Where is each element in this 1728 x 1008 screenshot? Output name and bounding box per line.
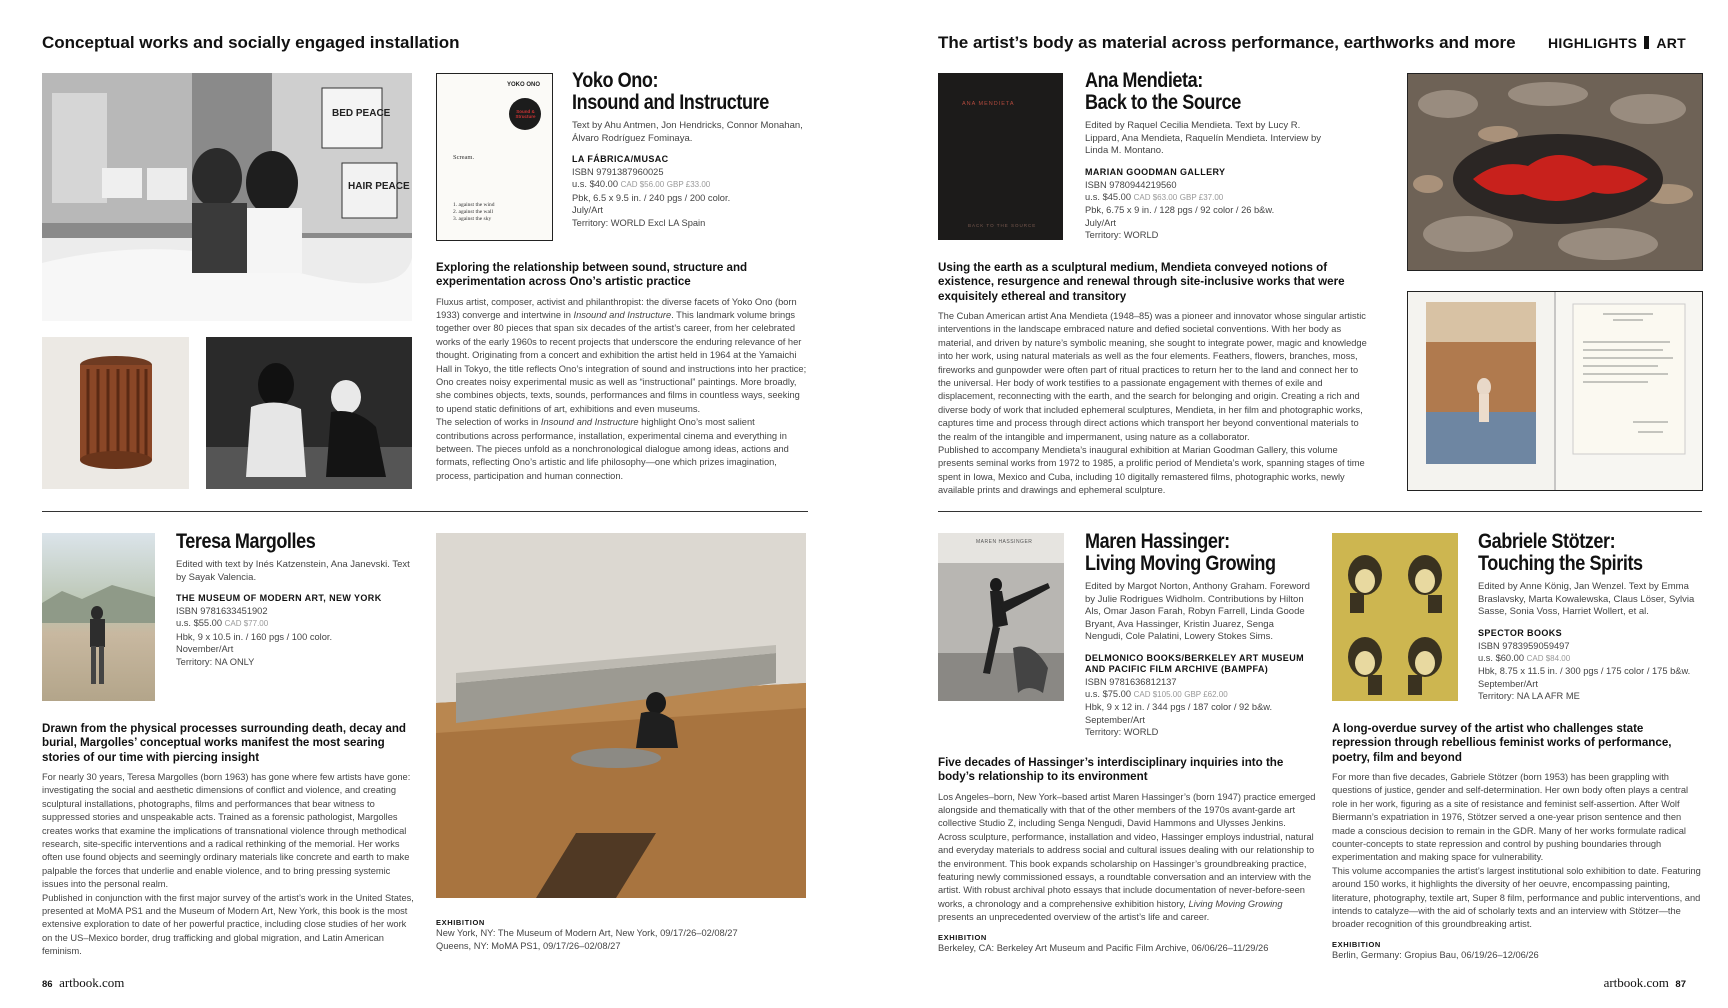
- book-lead: A long-overdue survey of the artist who challenges state repression through rebellious feminist works of performance, poetry, film and beyond: [1332, 722, 1672, 764]
- page-number: 86: [42, 979, 53, 990]
- photo-object: [42, 337, 189, 489]
- book-publisher: DELMONICO BOOKS/BERKELEY ART MUSEUM AND PACIFIC FILM ARCHIVE (BAMPFA): [1085, 652, 1305, 674]
- book-body: The Cuban American artist Ana Mendieta (1948–85) was a pioneer and innovator whose singular artistic interventions in the landscape embraced nature and defied societal conventions. With her body as material, and driven by nature’s symbolic meaning, she sought to integrate power, magic and knowledge into her work, using natural materials as well as the four elements. Feathers, flowers, branches, moss, fireworks and gunpowder were often part of ritual practices to return her to the land and connect her to the universal. Her body of work testifies to a passionate engagement with themes of exile and displacement, reconnecting with the earth, and the search for belonging and origin. Creating a rich and diverse body of work that included ephemeral sculptures, Mendieta, in her film and photographic works, captures time and process through direct actions which transport her beyond conventional materials to the realm of the intangible and impermanent, using nature as a collaborator. Published to accompany Mendieta’s inaugural exhibition at Marian Goodman Gallery, this volume presents seminal works from 1972 to 1985, a prolific period of Mendieta’s work, spanning stages of time spent in Iowa, Mexico and Cuba, including 10 digitally remastered films, photographic works, newly available prints and drawings and ephemeral sculpture.: [938, 310, 1367, 496]
- book-meta: ISBN 9783959059497 u.s. $60.00 CAD $84.00 Hbk, 8.75 x 11.5 in. / 300 pgs / 175 color / 175 b&w. September/Art Territory: NA LA AFR ME: [1478, 640, 1691, 702]
- exhibition-venue: Queens, NY: MoMA PS1, 09/17/26–02/08/27: [436, 941, 621, 951]
- photo-mendieta-spread: [1407, 291, 1703, 491]
- book-cover-hassinger: [938, 533, 1064, 701]
- site-link[interactable]: artbook.com: [59, 975, 125, 990]
- exhibition-venue: Berlin, Germany: Gropius Bau, 06/19/26–12/06/26: [1332, 949, 1539, 960]
- right-footer: [1604, 975, 1686, 991]
- book-cover-stotzer: [1332, 533, 1458, 701]
- cover-title: MAREN HASSINGER: [976, 539, 1033, 545]
- book-credits: Edited with text by Inés Katzenstein, Ana Janevski. Text by Sayak Valencia.: [176, 559, 410, 583]
- book-publisher: SPECTOR BOOKS: [1478, 627, 1563, 638]
- book-credits: Text by Ahu Antmen, Jon Hendricks, Connor Monahan, Álvaro Rodríguez Fominaya.: [572, 120, 803, 144]
- cover-subtitle: BACK TO THE SOURCE: [968, 223, 1037, 228]
- book-credits: Edited by Raquel Cecilia Mendieta. Text by Lucy R. Lippard, Ana Mendieta, Raquelín Mendieta. Interview by Linda M. Montano.: [1085, 120, 1322, 156]
- book-meta: ISBN 9781636812137 u.s. $75.00 CAD $105.00 GBP £62.00 Hbk, 9 x 12 in. / 344 pgs / 187 color / 92 b&w. September/Art Territory: WORLD: [1085, 676, 1273, 738]
- exhibition-label: EXHIBITION: [938, 932, 987, 942]
- book-publisher: THE MUSEUM OF MODERN ART, NEW YORK: [176, 593, 382, 603]
- book-meta: ISBN 9781633451902 u.s. $55.00 CAD $77.00 Hbk, 9 x 10.5 in. / 160 pgs / 100 color. November/Art Territory: NA ONLY: [176, 606, 333, 667]
- cover-brand: YOKO ONO: [507, 82, 541, 88]
- book-credits: Edited by Anne König, Jan Wenzel. Text by Emma Braslavsky, Marta Kowalewska, Claus Löser, Sylvia Sasse, Sonia Voss, Harriet Wollert, et al.: [1478, 581, 1695, 617]
- book-publisher: LA FÁBRICA/MUSAC: [572, 154, 669, 164]
- book-text-hassinger: [938, 756, 1316, 955]
- book-info-stotzer: [1478, 531, 1706, 703]
- book-body: Fluxus artist, composer, activist and philanthropist: the diverse facets of Yoko Ono (born 1933) converge and intertwine in Insound and Instructure. This landmark volume brings together over 80 pieces that span six decades of the artist’s career, from her celebrated works of the early 1960s to recent projects that underscore the enduring relevance of her thought. Originating from a concert and exhibition the artist held in 1964 at the Yamaichi Hall in Tokyo, the title reflects Ono’s integration of sound and instructions into her practice; Ono creates noisy experimental music as well as “instructional” paintings. More broadly, she combines objects, texts, sounds, performances and films in countless ways, seeking to upend static definitions of art, exhibitions and even museums. The selection of works in Insound and Instructure highlight Ono’s most salient contributions across performance, installation, experimental cinema and everything in between. The pieces unfold as a nonchronological dialogue among ideas, actions and formats, reflecting Ono’s artistic and life philosophy—one which prizes imagination, process, participation and human connection.: [436, 296, 807, 481]
- cover-title: ANA MENDIETA: [962, 101, 1015, 107]
- book-info-mendieta: [1085, 70, 1325, 242]
- book-cover-yoko-ono: [436, 73, 553, 241]
- photo-mendieta-earthwork: [1407, 73, 1703, 271]
- exhibition-venue: Berkeley, CA: Berkeley Art Museum and Pacific Film Archive, 06/06/26–11/29/26: [938, 942, 1269, 953]
- book-info-hassinger: [1085, 531, 1310, 739]
- photo-bed-in: [42, 73, 412, 321]
- exhibition-venue: New York, NY: The Museum of Modern Art, New York, 09/17/26–02/08/27: [436, 928, 738, 938]
- exhibition-stotzer: [1332, 940, 1704, 962]
- exhibition-label: EXHIBITION: [436, 918, 485, 927]
- exhibition-margolles: [436, 918, 808, 953]
- sign-text-2: HAIR PEACE: [348, 181, 410, 192]
- book-body: Los Angeles–born, New York–based artist Maren Hassinger’s (born 1947) practice emerged alongside and thematically with that of the other members of the 1970s avant-garde art collective Studio Z, including Senga Nengudi, David Hammons and Ulysses Jenkins. Across sculpture, performance, installation and video, Hassinger employs industrial, natural and everyday materials to address social and cultural issues dealing with our relationship to the environment. This book expands scholarship on Hassinger’s groundbreaking practice, featuring newly commissioned essays, a roundtable conversation and an interview with the artist. With robust archival photo essays that include documentation of never-before-seen works, a chronology and a comprehensive exhibition history, Living Moving Growing presents an unprecedented overview of the artist’s life and career.: [938, 791, 1316, 923]
- cover-list: 1. against the wind 2. against the wall 3. against the sky: [453, 202, 495, 222]
- book-text-yoko-ono: [436, 261, 808, 483]
- book-lead: Five decades of Hassinger’s interdisciplinary inquiries into the body’s relationship to its environment: [938, 756, 1284, 784]
- book-lead: Exploring the relationship between sound, structure and experimentation across Ono’s artistic practice: [436, 261, 748, 289]
- book-info-yoko-ono: [572, 70, 807, 229]
- exhibition-label: EXHIBITION: [1332, 939, 1381, 949]
- book-text-mendieta: [938, 261, 1368, 498]
- right-page-heading: The artist’s body as material across performance, earthworks and more: [938, 33, 1516, 52]
- book-cover-mendieta: [938, 73, 1063, 240]
- book-meta: ISBN 9791387960025 u.s. $40.00 CAD $56.00 GBP £33.00 Pbk, 6.5 x 9.5 in. / 240 pgs / 200 color. July/Art Territory: WORLD Excl LA Spain: [572, 167, 731, 228]
- book-lead: Drawn from the physical processes surrounding death, decay and burial, Margolles’ conceptual works manifest the most searing stories of our time with piercing insight: [42, 722, 407, 764]
- book-title: Yoko Ono: Insound and Instructure: [572, 69, 769, 114]
- book-title: Teresa Margolles: [176, 530, 316, 553]
- section-rule: [938, 511, 1702, 512]
- left-footer: [42, 975, 124, 991]
- book-title: Gabriele Stötzer: Touching the Spirits: [1478, 530, 1643, 575]
- book-body: For more than five decades, Gabriele Stötzer (born 1953) has been grappling with questions of justice, gender and self-determination. Her own body often plays a central role in her work, figuring as a site of resistance and feminist self-assertion. After Wolf Biermann’s expatriation in 1976, Stötzer served a one-year prison sentence and then made a conscious decision to remain in the GDR. Many of her works formulate radical counter-concepts to state repression and control by pushing boundaries through experimentation and making space for vulnerability. This volume accompanies the artist’s largest institutional solo exhibition to date. Featuring around 150 works, it highlights the diversity of her oeuvre, encompassing painting, literature, photography, textile art, Super 8 film, performance and public interventions, and intends to catalyze—with the aid of scholarly texts and an interview with Stötzer—the broader recognition of this groundbreaking artist.: [1332, 771, 1701, 930]
- section-tag: HIGHLIGHTS ART: [1547, 35, 1686, 51]
- book-credits: Edited by Margot Norton, Anthony Graham. Foreword by Julie Rodrigues Widholm. Contributions by Hilton Als, Omar Jason Farah, Robyn Farrell, Linda Goode Bryant, Ava Hassinger, Kristin Juarez, Senga Nengudi, Cole Palatini, Lowery Stokes Sims.: [1085, 581, 1310, 642]
- cover-badge: Sound & Structure: [509, 98, 541, 130]
- page-number: 87: [1675, 979, 1686, 990]
- tag-separator: [1644, 36, 1649, 49]
- section-rule: [42, 511, 808, 512]
- book-text-stotzer: [1332, 722, 1704, 962]
- book-info-margolles: [176, 531, 416, 668]
- left-page-heading: Conceptual works and socially engaged installation: [42, 33, 460, 52]
- photo-margolles-portrait: [42, 533, 155, 701]
- photo-cut-piece: [206, 337, 412, 489]
- book-lead: Using the earth as a sculptural medium, Mendieta conveyed notions of existence, resurgence and renewal through site-inclusive works that were exquisitely ethereal and transitory: [938, 261, 1345, 303]
- site-link[interactable]: artbook.com: [1603, 975, 1669, 990]
- book-publisher: MARIAN GOODMAN GALLERY: [1085, 166, 1226, 177]
- cover-word: Scream.: [453, 154, 475, 161]
- exhibition-hassinger: [938, 933, 1316, 955]
- photo-margolles-installation: [436, 533, 806, 898]
- book-text-margolles: [42, 722, 414, 959]
- book-meta: ISBN 9780944219560 u.s. $45.00 CAD $63.00 GBP £37.00 Pbk, 6.75 x 9 in. / 128 pgs / 92 color / 26 b&w. July/Art Territory: WORLD: [1085, 179, 1275, 241]
- book-title: Ana Mendieta: Back to the Source: [1085, 69, 1241, 114]
- book-title: Maren Hassinger: Living Moving Growing: [1085, 530, 1276, 575]
- book-body: For nearly 30 years, Teresa Margolles (born 1963) has gone where few artists have gone: investigating the social and aesthetic dimensions of conflict and violence, and creating sculptural installations, photographs, films and performances that bear witness to suppressed stories and unspeakable acts. Trained as a forensic pathologist, Margolles creates works that examine the implications of transnational violence through methodical research, site-specific interventions and a radical rethinking of the memorial. Her works often use found objects and seemingly ordinary materials like concrete and earth to make palpable the forces that underlie and enable violence, and to bring pressing systemic issues into the personal realm. Published in conjunction with the first major survey of the artist’s work in the United States, presented at MoMA PS1 and the Museum of Modern Art, New York, this book is the most extensive exploration to date of her powerful practice, including close studies of her work on the US–Mexico border, drug trafficking and global migration, and Latin American feminism.: [42, 771, 414, 957]
- sign-text: BED PEACE: [332, 108, 391, 119]
